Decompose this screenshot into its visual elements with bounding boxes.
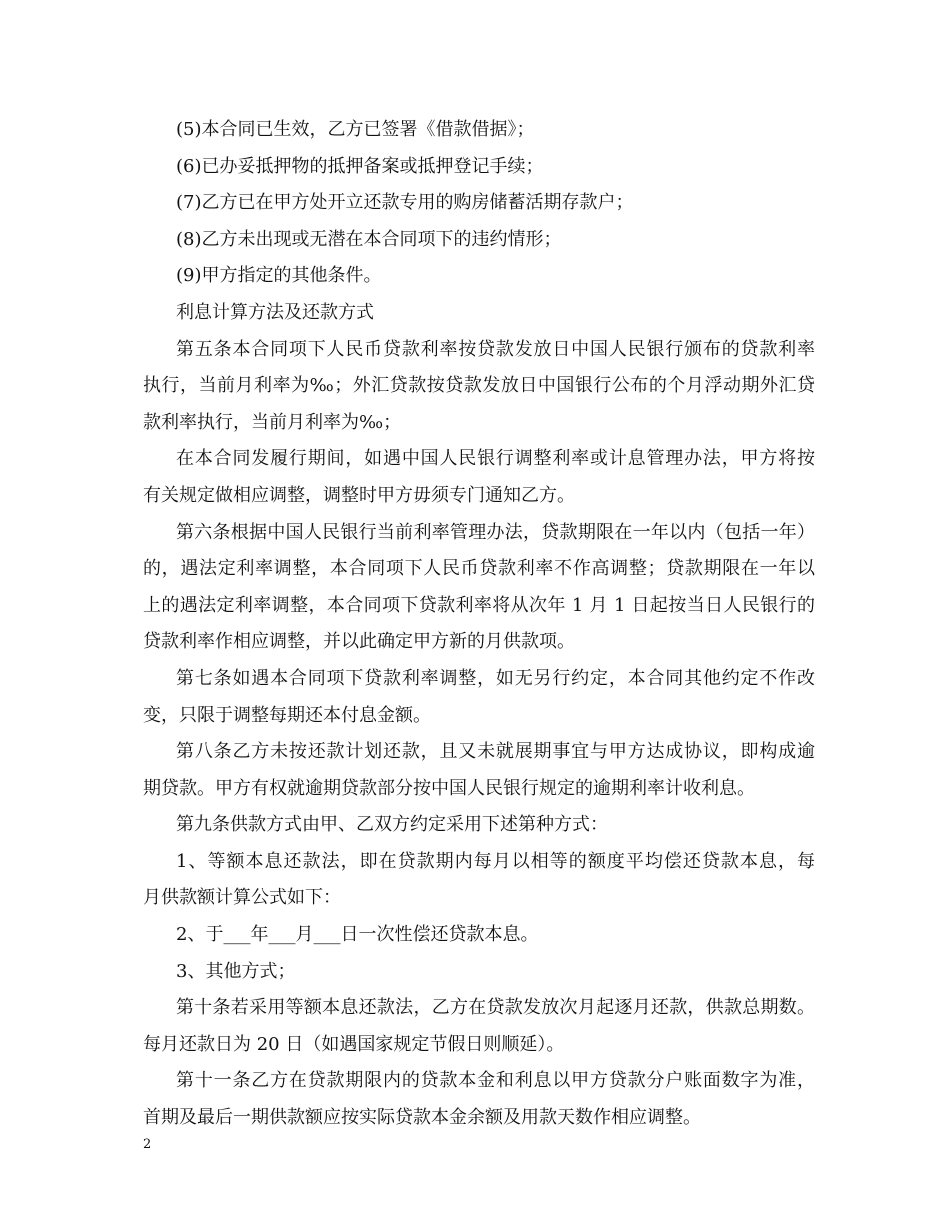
article-11-line-2: 首期及最后一期供款额应按实际贷款本金余额及用款天数作相应调整。 — [143, 1107, 701, 1129]
article-8-line-1: 第八条乙方未按还款计划还款，且又未就展期事宜与甲方达成协议，即构成逾 — [176, 741, 815, 763]
article-7-line-2: 变，只限于调整每期还本付息金额。 — [143, 704, 431, 726]
document-body — [143, 112, 815, 1137]
article-6-line-2: 的，遇法定利率调整，本合同项下人民币贷款利率不作高调整；贷款期限在一年以 — [143, 558, 815, 580]
article-7-line-1: 第七条如遇本合同项下贷款利率调整，如无另行约定，本合同其他约定不作改 — [176, 667, 815, 689]
adjustment-paragraph-line-2: 有关规定做相应调整，调整时甲方毋须专门通知乙方。 — [143, 484, 575, 506]
payment-method-2: 2、于___年___月___日一次性偿还贷款本息。 — [176, 924, 539, 946]
payment-method-1-line-1: 1、等额本息还款法，即在贷款期内每月以相等的额度平均偿还贷款本息，每 — [176, 850, 815, 872]
article-8-line-2: 期贷款。甲方有权就逾期贷款部分按中国人民银行规定的逾期利率计收利息。 — [143, 777, 755, 799]
page-number: 2 — [143, 1137, 152, 1152]
condition-9: (9)甲方指定的其他条件。 — [176, 265, 382, 287]
condition-5: (5)本合同已生效，乙方已签署《借款借据》； — [176, 119, 535, 140]
article-6-line-4: 贷款利率作相应调整，并以此确定甲方新的月供款项。 — [143, 631, 575, 653]
article-6-line-3: 上的遇法定利率调整，本合同项下贷款利率将从次年 1 月 1 日起按当日人民银行的 — [143, 594, 815, 616]
article-5-line-1: 第五条本合同项下人民币贷款利率按贷款发放日中国人民银行颁布的贷款利率 — [176, 338, 815, 360]
condition-8: (8)乙方未出现或无潜在本合同项下的违约情形； — [176, 228, 562, 250]
condition-7: (7)乙方已在甲方处开立还款专用的购房储蓄活期存款户； — [176, 192, 634, 214]
article-11-line-1: 第十一条乙方在贷款期限内的贷款本金和利息以甲方贷款分户账面数字为准， — [176, 1070, 815, 1092]
article-9-line-1: 第九条供款方式由甲、乙双方约定采用下述第种方式： — [176, 814, 608, 836]
payment-method-3: 3、其他方式； — [176, 960, 296, 982]
condition-6: (6)已办妥抵押物的抵押备案或抵押登记手续； — [176, 155, 544, 177]
article-10-line-1: 第十条若采用等额本息还款法，乙方在贷款发放次月起逐月还款，供款总期数。 — [176, 997, 815, 1019]
adjustment-paragraph-line-1: 在本合同发履行期间，如遇中国人民银行调整利率或计息管理办法，甲方将按 — [176, 448, 815, 470]
payment-method-1-line-2: 月供款额计算公式如下： — [143, 887, 341, 909]
section-heading-interest: 利息计算方法及还款方式 — [176, 301, 374, 323]
article-5-line-2: 执行，当前月利率为‰；外汇贷款按贷款发放日中国银行公布的个月浮动期外汇贷 — [143, 375, 815, 397]
article-10-line-2: 每月还款日为 20 日（如遇国家规定节假日则顺延）。 — [143, 1033, 565, 1055]
article-6-line-1: 第六条根据中国人民银行当前利率管理办法，贷款期限在一年以内（包括一年） — [176, 521, 815, 543]
article-5-line-3: 款利率执行，当前月利率为‰； — [143, 411, 402, 433]
